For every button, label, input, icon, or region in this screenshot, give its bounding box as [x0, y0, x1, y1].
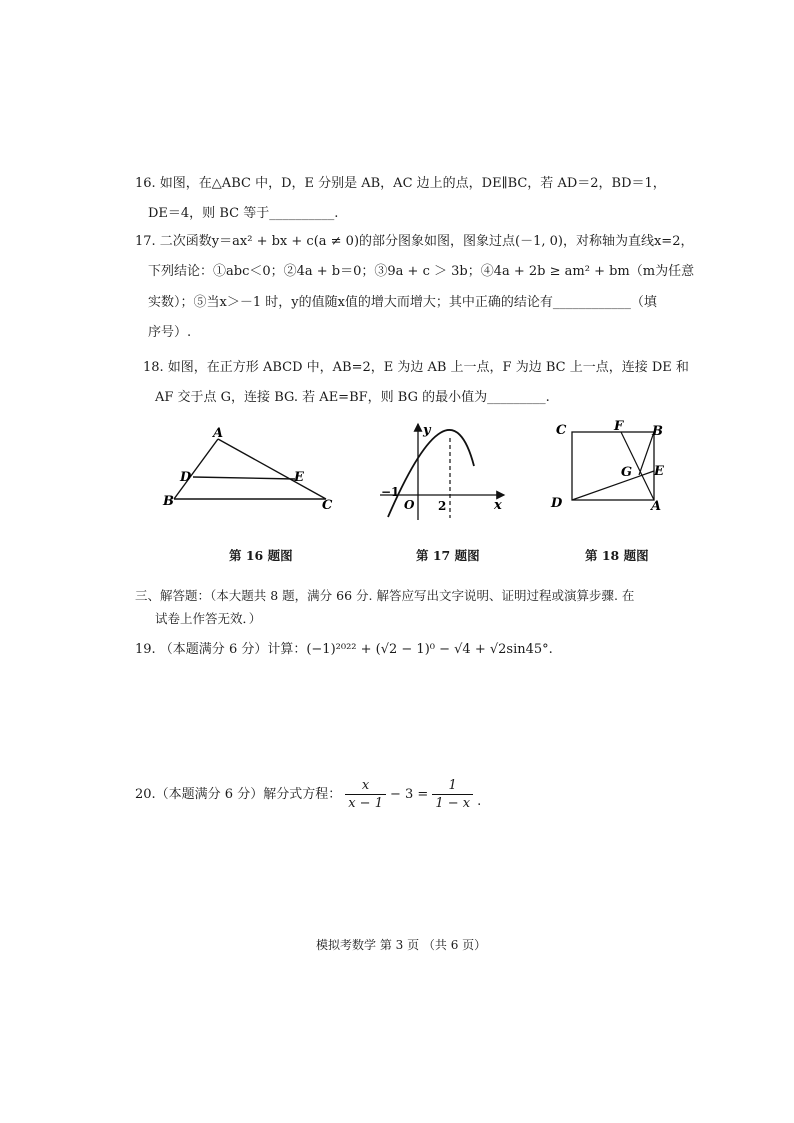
fig18-label-d: D [551, 496, 563, 511]
fig17-label-2: 2 [438, 499, 447, 513]
q20 [135, 777, 481, 812]
q20-fraction-2 [432, 777, 473, 812]
fig16-label-d: D [180, 470, 192, 485]
q20-denominator-2: 1 − x [432, 794, 473, 812]
fig18-label-c: C [556, 423, 567, 438]
fig18-label-b: B [652, 424, 663, 439]
section3-line2: 试卷上作答无效．） [155, 611, 262, 626]
fig17-label-x: x [494, 498, 502, 513]
fig17-label-origin: O [404, 498, 415, 512]
figure-16 [160, 422, 350, 517]
fig17-parabola [388, 430, 474, 517]
figure-18 [548, 418, 678, 518]
q17-line1: 17. 二次函数y＝ax² + bx + c(a ≠ 0)的部分图象如图，图象过点(－1, 0)，对称轴为直线x=2， [135, 234, 694, 249]
q17-line4: 序号）. [148, 325, 192, 340]
fig18-label-e: E [654, 464, 664, 479]
fig16-label-c: C [322, 498, 333, 513]
fig16-side-ab [174, 439, 218, 499]
q17-line2: 下列结论：①abc＜0；②4a + b＝0；③9a + c ＞ 3b；④4a + 2b ≥ am² + bm（m为任意 [148, 264, 695, 279]
q19-text: 19. （本题满分 6 分）计算：(−1)²⁰²² + (√2 − 1)⁰ − √4 + √2sin45°. [135, 642, 553, 657]
q20-mid: − 3 = [389, 786, 429, 802]
fig16-label-b: B [163, 494, 174, 509]
q17-line3: 实数）；⑤当x＞－1 时，y的值随x值的增大而增大；其中正确的结论有____________（填 [148, 295, 657, 310]
q16-line2: DE＝4，则 BC 等于__________. [148, 206, 339, 221]
figure-17 [378, 420, 513, 525]
q20-prefix: 20.（本题满分 6 分）解分式方程： [135, 786, 342, 802]
q20-numerator-1: x [361, 778, 370, 793]
fig17-caption: 第 17 题图 [416, 548, 480, 563]
q18-line2: AF 交于点 G，连接 BG. 若 AE=BF，则 BG 的最小值为_________. [155, 390, 550, 405]
q16-line1: 16. 如图，在△ABC 中，D，E 分别是 AB，AC 边上的点，DE∥BC，若 AD＝2，BD＝1， [135, 176, 666, 191]
fig16-label-e: E [294, 470, 304, 485]
q20-denominator-1: x − 1 [345, 794, 386, 812]
fig16-segment-de [193, 477, 295, 479]
fig18-segment-de [572, 471, 654, 500]
fig18-label-a: A [651, 499, 662, 514]
fig16-label-a: A [213, 426, 224, 441]
q18-line1: 18. 如图，在正方形 ABCD 中，AB=2，E 为边 AB 上一点，F 为边 BC 上一点，连接 DE 和 [143, 360, 689, 375]
fig17-label-y: y [423, 423, 431, 438]
fig18-label-f: F [614, 419, 624, 434]
fig17-label-neg1: −1 [381, 485, 400, 499]
fig18-caption: 第 18 题图 [585, 548, 649, 563]
page-footer: 模拟考数学 第 3 页 （共 6 页） [316, 938, 487, 952]
fig16-caption: 第 16 题图 [229, 548, 293, 563]
q20-end: . [477, 793, 482, 809]
q20-numerator-2: 1 [448, 778, 457, 793]
fig16-side-ac [218, 439, 326, 499]
q20-fraction-1 [345, 777, 386, 812]
fig18-label-g: G [621, 465, 633, 480]
section3-line1: 三、解答题：（本大题共 8 题，满分 66 分. 解答应写出文字说明、证明过程或演算步骤. 在 [135, 588, 635, 603]
